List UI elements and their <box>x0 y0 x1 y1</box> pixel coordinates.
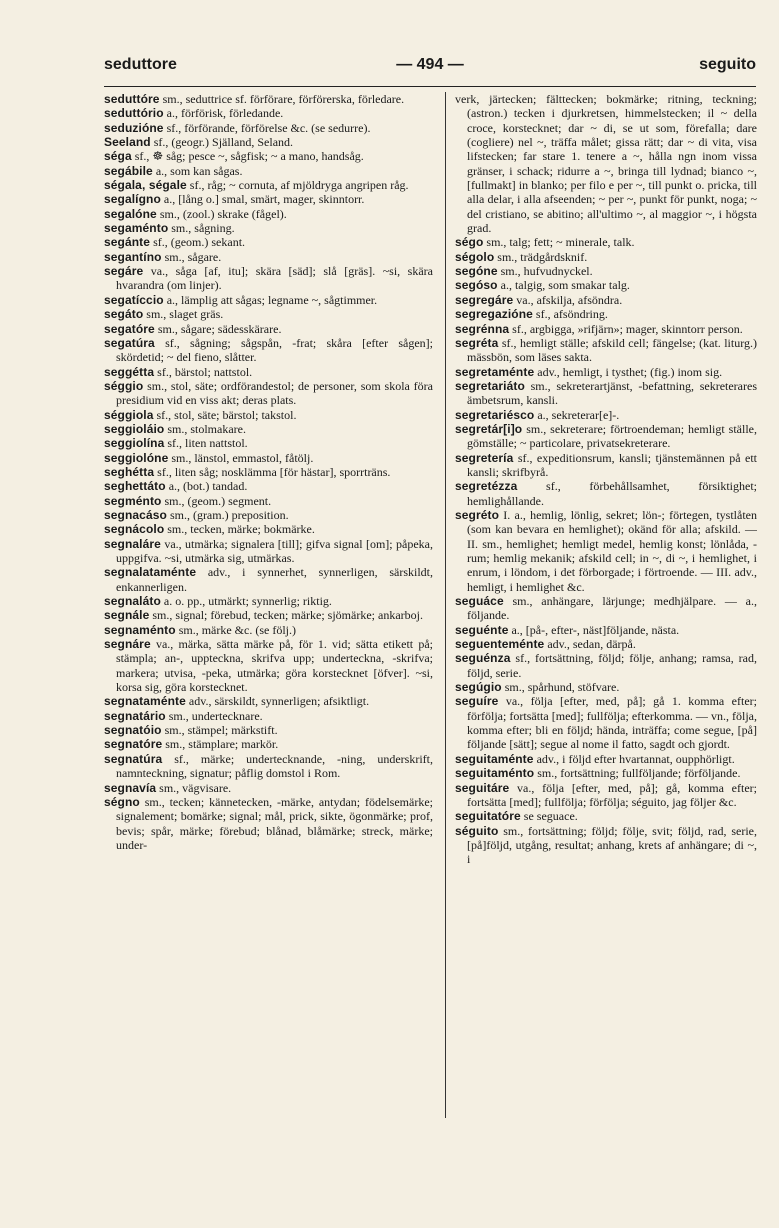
dictionary-entry <box>455 451 757 480</box>
entry-headword: ségala, ségale <box>104 178 187 193</box>
entry-definition: sm., signal; förebud, tecken; märke; sjömärke; ankarboj. <box>149 608 423 623</box>
dictionary-entry <box>455 264 757 278</box>
entry-headword: segnaláre <box>104 536 161 551</box>
entry-headword: segregazióne <box>455 307 533 322</box>
dictionary-entry <box>455 92 757 235</box>
entry-definition: sm., spårhund, stöfvare. <box>501 680 620 695</box>
dictionary-entry <box>455 379 757 408</box>
entry-definition: a., [lång o.] smal, smärt, mager, skinntorr. <box>160 192 365 207</box>
entry-headword: segnatúra <box>104 751 163 766</box>
entry-definition: sm., sekreterare; förtroendeman; hemligt ställe, gömställe; ~ particolare, privatsekreterare. <box>467 421 757 451</box>
entry-headword: segnalataménte <box>104 565 197 580</box>
entry-definition: sf., (geom.) sekant. <box>150 235 246 250</box>
entry-headword: seggiolína <box>104 436 165 451</box>
dictionary-entry <box>455 479 757 508</box>
entry-definition: va., utmärka; signalera [till]; gifva signal [om]; påpeka, uppgifva. ~si, utmärka sig, utmärkas. <box>116 536 433 565</box>
entry-headword: seduzióne <box>104 120 164 135</box>
entry-headword: segménto <box>104 493 162 508</box>
entry-headword: segóso <box>455 278 498 293</box>
dictionary-entry <box>104 264 433 293</box>
entry-headword: segúgio <box>455 680 502 695</box>
entry-headword: séggiola <box>104 407 154 422</box>
dictionary-entry <box>104 737 433 751</box>
entry-definition: sf., råg; ~ cornuta, af mjöldryga angripen råg. <box>186 178 409 193</box>
entry-definition: sm., trädgårdsknif. <box>494 249 588 264</box>
dictionary-entry <box>104 494 433 508</box>
entry-headword: segáto <box>104 307 144 322</box>
dictionary-entry <box>104 336 433 365</box>
entry-headword: seghétta <box>104 464 155 479</box>
entry-headword: séggio <box>104 378 144 393</box>
dictionary-entry <box>104 479 433 493</box>
entry-headword: segáre <box>104 264 144 279</box>
header-divider <box>104 86 756 87</box>
entry-definition: sm., slaget gräs. <box>143 307 224 322</box>
dictionary-entry <box>104 537 433 566</box>
dictionary-entry <box>455 336 757 365</box>
page-number: — 494 — <box>396 56 464 73</box>
entry-definition: se seguace. <box>520 809 578 824</box>
entry-definition: sf., hemligt ställe; afskild cell; fängelse; (kat. liturg.) mässbön, som läses sakta. <box>467 335 757 365</box>
dictionary-entry <box>455 322 757 336</box>
dictionary-entry <box>455 680 757 694</box>
entry-definition: a., lämplig att sågas; legname ~, sågtimmer. <box>163 292 378 307</box>
entry-definition: sm., fortsättning; följd; följe, svit; följd, rad, serie, [på]följd, utgång, resultat; anhang, krets af anhängare; di ~, i <box>467 823 757 867</box>
dictionary-entry <box>455 594 757 623</box>
entry-headword: segantíno <box>104 249 162 264</box>
entry-headword: segnataménte <box>104 694 186 709</box>
dictionary-entry <box>104 465 433 479</box>
entry-definition: sf., bärstol; nattstol. <box>154 364 253 379</box>
entry-headword: seggioláio <box>104 421 165 436</box>
dictionary-entry <box>455 809 757 823</box>
entry-definition: sf., liten såg; nosklämma [för hästar], sporrträns. <box>154 464 391 479</box>
entry-definition: sf., expeditionsrum, kansli; tjänstemännen på ett kansli; skrifbyrå. <box>467 450 757 479</box>
entry-headword: segnále <box>104 608 150 623</box>
entry-headword: segatíccio <box>104 292 164 307</box>
entry-headword: segnatóre <box>104 737 163 752</box>
entry-definition: sf., stol, säte; bärstol; takstol. <box>153 407 297 422</box>
entry-headword: segréta <box>455 335 499 350</box>
entry-headword: segrénna <box>455 321 510 336</box>
entry-definition: sm., sekreterartjänst, -befattning, sekreterares ämbetsrum, kansli. <box>467 378 757 408</box>
entry-headword: segnatóio <box>104 723 162 738</box>
entry-definition: sm., stämplare; markör. <box>162 737 279 752</box>
dictionary-entry <box>104 508 433 522</box>
entry-headword: ségo <box>455 235 484 250</box>
dictionary-entry <box>104 451 433 465</box>
dictionary-entry <box>104 795 433 852</box>
entry-definition: sm., (gram.) preposition. <box>166 507 289 522</box>
entry-headword: segretería <box>455 450 514 465</box>
entry-definition: sf., sågning; sågspån, -frat; skåra [efter sågen]; skördetid; ~ del fieno, slåtter. <box>116 335 433 365</box>
dictionary-entry <box>455 623 757 637</box>
entry-definition: sm., tecken, märke; bokmärke. <box>164 522 315 537</box>
entry-headword: segretár[i]o <box>455 421 523 436</box>
entry-definition: sf., förförande, förförelse &c. (se sedurre). <box>163 120 371 135</box>
entry-definition: sm., hufvudnyckel. <box>497 264 593 279</box>
dictionary-entry <box>104 235 433 249</box>
right-column <box>455 92 757 1118</box>
dictionary-entry <box>104 608 433 622</box>
dictionary-entry <box>455 752 757 766</box>
entry-headword: seduttório <box>104 106 164 121</box>
entry-definition: sm., stol, säte; ordförandestol; de personer, som skola föra presidium vid en viss akt; deras plats. <box>116 378 433 408</box>
entry-headword: segnavía <box>104 780 157 795</box>
dictionary-entry <box>104 565 433 594</box>
entry-headword: segretariésco <box>455 407 535 422</box>
entry-headword: seguitaménto <box>455 766 535 781</box>
dictionary-entry <box>104 207 433 221</box>
entry-headword: segnaláto <box>104 594 161 609</box>
entry-definition: sm., sågning. <box>168 221 235 236</box>
dictionary-entry <box>455 508 757 594</box>
dictionary-entry <box>104 293 433 307</box>
dictionary-entry <box>104 135 433 149</box>
entry-headword: seguáce <box>455 594 504 609</box>
entry-headword: segaménto <box>104 221 169 236</box>
dictionary-entry <box>104 322 433 336</box>
entry-definition: sm., vägvisare. <box>156 780 232 795</box>
entry-headword: seduttóre <box>104 92 160 106</box>
dictionary-entry <box>455 293 757 307</box>
entry-definition: sf., (geogr.) Själland, Seland. <box>150 135 294 150</box>
entry-headword: segábile <box>104 163 153 178</box>
dictionary-entry <box>104 164 433 178</box>
dictionary-entry <box>455 694 757 751</box>
dictionary-entry <box>455 637 757 651</box>
dictionary-entry <box>104 637 433 694</box>
dictionary-entry <box>455 365 757 379</box>
entry-headword: segretariáto <box>455 378 525 393</box>
entry-headword: segalígno <box>104 192 161 207</box>
entry-headword: seguitatóre <box>455 809 521 824</box>
dictionary-entry <box>104 408 433 422</box>
entry-definition: verk, järtecken; fälttecken; bokmärke; ritning, teckning; (astron.) tecken i djurkretsen, himmelstecken; il ~ della croce, korstecknet; dar ~ di, se ut som, förefalla; dare (cogliere) nel ~, träffa målet; gissa rätt; dar ~ di vita, visa lifstecken; far stare 1. tenere a ~, hålla ngn inom vissa gränser, i schack; ridurre a ~, bringa till lydnad; bianco ~, [fullmakt] in blanko; per filo e per ~, till punkt o. pricka, till alla delar, i alla afseenden; ~ per ~, punkt för punkt, noga; ~ del cristiano, se abitino; all'ultimo ~, al maggior ~, i högsta grad. <box>455 92 757 236</box>
entry-definition: sm., talg; fett; ~ minerale, talk. <box>483 235 635 250</box>
entry-definition: sm., länstol, emmastol, fåtölj. <box>168 450 314 465</box>
column-divider <box>445 92 446 1118</box>
page-header <box>104 56 756 80</box>
dictionary-entry <box>104 307 433 321</box>
entry-definition: adv., sedan, därpå. <box>544 637 636 652</box>
entry-definition: sf., liten nattstol. <box>164 436 248 451</box>
entry-definition: sm., sågare; sädesskärare. <box>154 321 282 336</box>
entry-definition: sm., märke &c. (se följ.) <box>175 622 296 637</box>
entry-definition: sm., (geom.) segment. <box>161 493 272 508</box>
entry-definition: va., märka, sätta märke på, för 1. vid; sätta etikett på; stämpla; an-, uppteckna, skrifva upp; underteckna, -skrifva; markera; utvisa, -peka, utmärka; göra korstecknet [öfver]. ~si, korsa sig, göra korstecknet. <box>116 637 433 695</box>
entry-definition: sm., sågare. <box>161 249 222 264</box>
entry-headword: segnácolo <box>104 522 165 537</box>
entry-definition: sf., ☸ såg; pesce ~, sågfisk; ~ a mano, handsåg. <box>131 149 364 164</box>
dictionary-entry <box>104 192 433 206</box>
entry-definition: a., som kan sågas. <box>152 163 243 178</box>
entry-definition: va., afskilja, afsöndra. <box>513 292 623 307</box>
dictionary-entry <box>455 824 757 867</box>
entry-definition: va., följa [efter, med, på]; gå 1. komma efter; förfölja; fortsätta [med]; fullfölja; efterkomma. — vn., följa, komma efter; bli en följd; hända, inträffa; come segue, [på] följande [sätt]; segue al nome il fatto, sagdt och gjordt. <box>467 694 757 752</box>
entry-headword: segnáre <box>104 637 151 652</box>
entry-definition: sm., anhängare, lärjunge; medhjälpare. — a., följande. <box>467 594 757 623</box>
dictionary-entry <box>104 379 433 408</box>
entry-definition: adv., särskildt, synnerligen; afsiktligt. <box>185 694 370 709</box>
entry-headword: Seeland <box>104 135 151 150</box>
entry-headword: seguénza <box>455 651 511 666</box>
entry-headword: segalóne <box>104 206 157 221</box>
dictionary-entry <box>455 307 757 321</box>
dictionary-entry <box>455 250 757 264</box>
dictionary-entry <box>455 766 757 780</box>
entry-headword: séga <box>104 149 132 164</box>
entry-definition: sf., afsöndring. <box>532 307 608 322</box>
dictionary-entry <box>104 221 433 235</box>
entry-headword: seguitaménte <box>455 751 534 766</box>
dictionary-entry <box>104 365 433 379</box>
entry-definition: a., sekreterar[e]-. <box>534 407 620 422</box>
entry-definition: sf., fortsättning, följd; följe, anhang; ramsa, rad, följd, serie. <box>467 651 757 680</box>
entry-definition: va., såga [af, itu]; skära [säd]; slå [gräs]. ~si, skära hvarandra (om linjer). <box>116 264 433 293</box>
entry-definition: I. a., hemlig, lönlig, sekret; lön-; förtegen, tystlåten (som kan bevara en hemlighet); okänd för alla; afskild. — II. sm., hemlighet; hemligt medel, hemlig konst; lönlåda, -rum; hemlig mekanik; afskild cell; in ~, di ~, i hemlighet, i enrum, i löndom, i det förborgade; i förtroende. — III. adv., hemligt, i hemlighet &c. <box>467 507 757 594</box>
entry-headword: segregáre <box>455 292 514 307</box>
entry-definition: sm., (zool.) skrake (fågel). <box>156 206 287 221</box>
entry-headword: segóne <box>455 264 498 279</box>
dictionary-entry <box>104 723 433 737</box>
entry-definition: a., förförisk, förledande. <box>163 106 284 121</box>
entry-definition: va., följa [efter, med, på]; gå, komma efter; fortsätta [med]; fullfölja; förfölja; séguito, jag följer &c. <box>467 780 757 809</box>
dictionary-entry <box>104 106 433 120</box>
entry-headword: segánte <box>104 235 151 250</box>
entry-headword: ségno <box>104 794 140 809</box>
entry-definition: a. o. pp., utmärkt; synnerlig; riktig. <box>160 594 332 609</box>
entry-definition: a., (bot.) tandad. <box>165 479 248 494</box>
entry-definition: adv., i följd efter hvartannat, oupphörligt. <box>533 751 735 766</box>
entry-definition: adv., i synnerhet, synnerligen, särskildt, enkannerligen. <box>116 565 433 594</box>
entry-definition: a., [på-, efter-, näst]följande, nästa. <box>508 622 680 637</box>
dictionary-entry <box>104 422 433 436</box>
dictionary-entry <box>104 694 433 708</box>
dictionary-entry <box>104 709 433 723</box>
dictionary-entry <box>104 623 433 637</box>
entry-definition: sm., tecken; kännetecken, -märke, antydan; födelsemärke; signalement; bomärke; signal; mål, prick, sikte, ögonmärke; prof, bevis; spår, märke; förebud; blånad, blåmärke; streck, märke; under- <box>116 794 433 852</box>
entry-definition: sf., märke; undertecknande, -ning, underskrift, namnteckning, signatur; påflig domstol i Rom. <box>116 751 433 781</box>
dictionary-entry <box>455 278 757 292</box>
entry-headword: ségolo <box>455 249 495 264</box>
left-column <box>104 92 433 1118</box>
dictionary-entry <box>455 781 757 810</box>
entry-headword: seggétta <box>104 364 155 379</box>
dictionary-entry <box>455 235 757 249</box>
entry-headword: seghettáto <box>104 479 166 494</box>
dictionary-entry <box>104 121 433 135</box>
entry-definition: sf., förbehållsamhet, försiktighet; hemlighållande. <box>467 479 757 508</box>
entry-definition: sm., stolmakare. <box>164 421 246 436</box>
entry-headword: seguénte <box>455 622 509 637</box>
entry-headword: segnacáso <box>104 507 167 522</box>
dictionary-entry <box>104 594 433 608</box>
entry-headword: segréto <box>455 507 500 522</box>
entry-definition: adv., hemligt, i tysthet; (fig.) inom sig. <box>534 364 723 379</box>
dictionary-entry <box>104 436 433 450</box>
entry-headword: segatúra <box>104 335 155 350</box>
dictionary-entry <box>104 522 433 536</box>
header-right-guideword: seguito <box>699 56 756 73</box>
entry-headword: seguíre <box>455 694 499 709</box>
dictionary-entry <box>104 92 433 106</box>
dictionary-entry <box>455 651 757 680</box>
entry-definition: a., talgig, som smakar talg. <box>497 278 630 293</box>
entry-headword: séguito <box>455 823 499 838</box>
entry-headword: seguenteménte <box>455 637 545 652</box>
entry-definition: sm., undertecknare. <box>165 708 263 723</box>
entry-headword: seggiolóne <box>104 450 169 465</box>
entry-headword: segretézza <box>455 479 518 494</box>
entry-definition: sf., argbigga, »rifjärn»; mager, skinntorr person. <box>509 321 743 336</box>
entry-definition: sm., seduttrice sf. förförare, förförerska, förledare. <box>159 92 405 106</box>
dictionary-entry <box>455 422 757 451</box>
entry-headword: seguitáre <box>455 780 510 795</box>
entry-definition: sm., fortsättning; fullföljande; förföljande. <box>534 766 741 781</box>
entry-definition: sm., stämpel; märkstift. <box>161 723 278 738</box>
dictionary-entry <box>104 781 433 795</box>
dictionary-entry <box>455 408 757 422</box>
entry-headword: segretaménte <box>455 364 535 379</box>
dictionary-entry <box>104 752 433 781</box>
entry-headword: segnaménto <box>104 622 176 637</box>
dictionary-entry <box>104 250 433 264</box>
entry-headword: segatóre <box>104 321 155 336</box>
dictionary-entry <box>104 149 433 163</box>
dictionary-entry <box>104 178 433 192</box>
entry-headword: segnatário <box>104 708 166 723</box>
header-left-guideword: seduttore <box>104 56 177 73</box>
